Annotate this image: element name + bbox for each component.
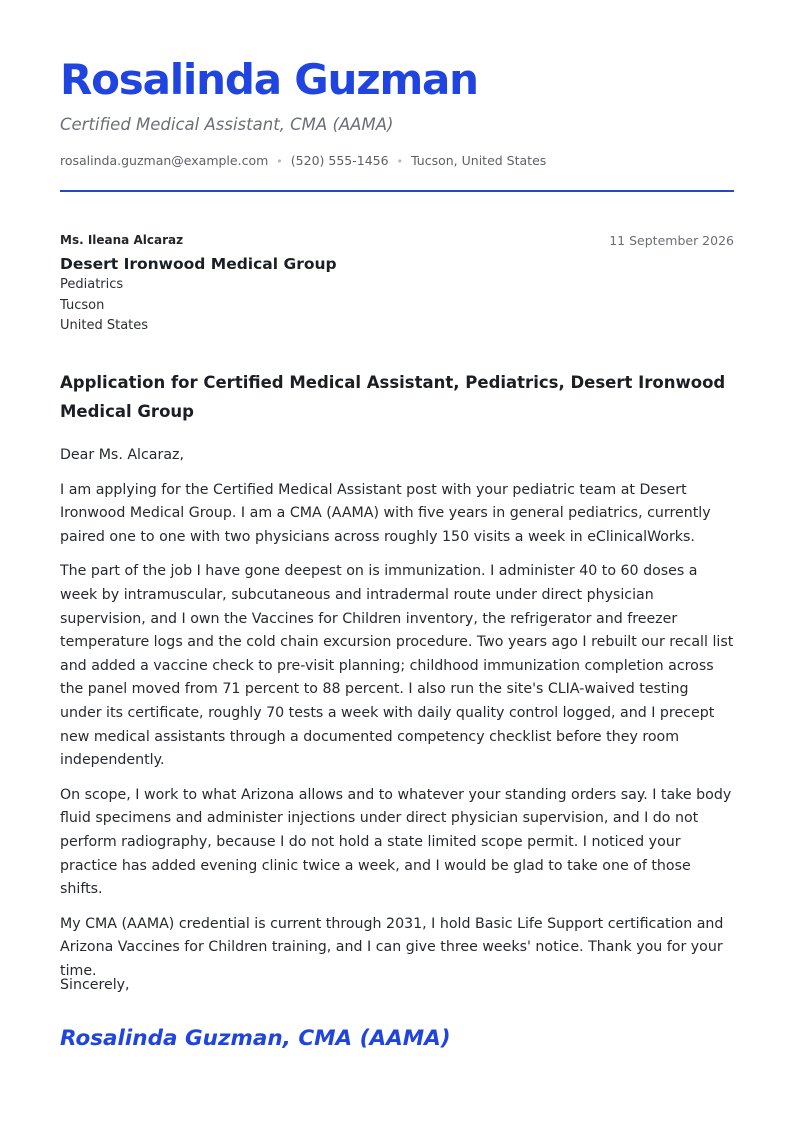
contact-separator: •: [276, 155, 283, 168]
body-paragraph: I am applying for the Certified Medical Assistant post with your pediatric team at Desert Ironwood Medical Group. I am a CMA (AAMA) with five years in general pediatrics, currently paired one to one with two physicians across roughly 150 visits a week in eClinicalWorks.: [60, 481, 711, 545]
letter-subject: Application for Certified Medical Assistant, Pediatrics, Desert Ironwood Medical Group: [60, 373, 726, 421]
body-paragraph: On scope, I work to what Arizona allows and to whatever your standing orders say. I take body fluid specimens and administer injections under direct physician supervision, and I do not perform radiography, because I do not hold a state limited scope permit. I noticed your practice has added evening clinic twice a week, and I would be glad to take one of those shifts.: [60, 786, 732, 898]
letter-body: [60, 444, 734, 994]
recipient-department: Pediatrics: [60, 277, 124, 292]
contact-phone[interactable]: (520) 555-1456: [290, 153, 389, 168]
recipient-city: Tucson: [60, 297, 105, 313]
recipient-organization: Desert Ironwood Medical Group: [60, 255, 337, 273]
recipient-country: United States: [60, 318, 149, 333]
letter-date: 11 September 2026: [609, 233, 734, 248]
signature: Rosalinda Guzman, CMA (AAMA): [60, 1026, 451, 1051]
contact-email[interactable]: rosalinda.guzman@example.com: [60, 153, 269, 168]
contact-separator: •: [396, 155, 404, 168]
salutation: Dear Ms. Alcaraz,: [60, 447, 184, 463]
contact-line: [60, 152, 546, 171]
recipient-name: Ms. Ileana Alcaraz: [60, 233, 184, 247]
closing: Sincerely,: [60, 977, 130, 993]
applicant-name: Rosalinda Guzman: [60, 55, 478, 104]
header-divider: [60, 190, 734, 192]
body-paragraph: My CMA (AAMA) credential is current through 2031, I hold Basic Life Support certification and Arizona Vaccines for Children training, and I can give three weeks' notice. Thank you for your time.: [60, 915, 724, 979]
contact-location: Tucson, United States: [411, 153, 547, 168]
body-paragraph: The part of the job I have gone deepest on is immunization. I administer 40 to 60 doses a week by intramuscular, subcutaneous and intradermal route under direct physician supervision, and I own the Vaccines for Children inventory, the refrigerator and freezer temperature logs and the cold chain excursion procedure. Two years ago I rebuilt our recall list and added a vaccine check to pre-visit planning; childhood immunization completion across the panel moved from 71 percent to 88 percent. I also run the site's CLIA-waived testing under its certificate, roughly 70 tests a week with daily quality control logged, and I precept new medical assistants through a documented competency checklist before they room independently.: [60, 563, 734, 769]
applicant-title: Certified Medical Assistant, CMA (AAMA): [60, 115, 394, 134]
